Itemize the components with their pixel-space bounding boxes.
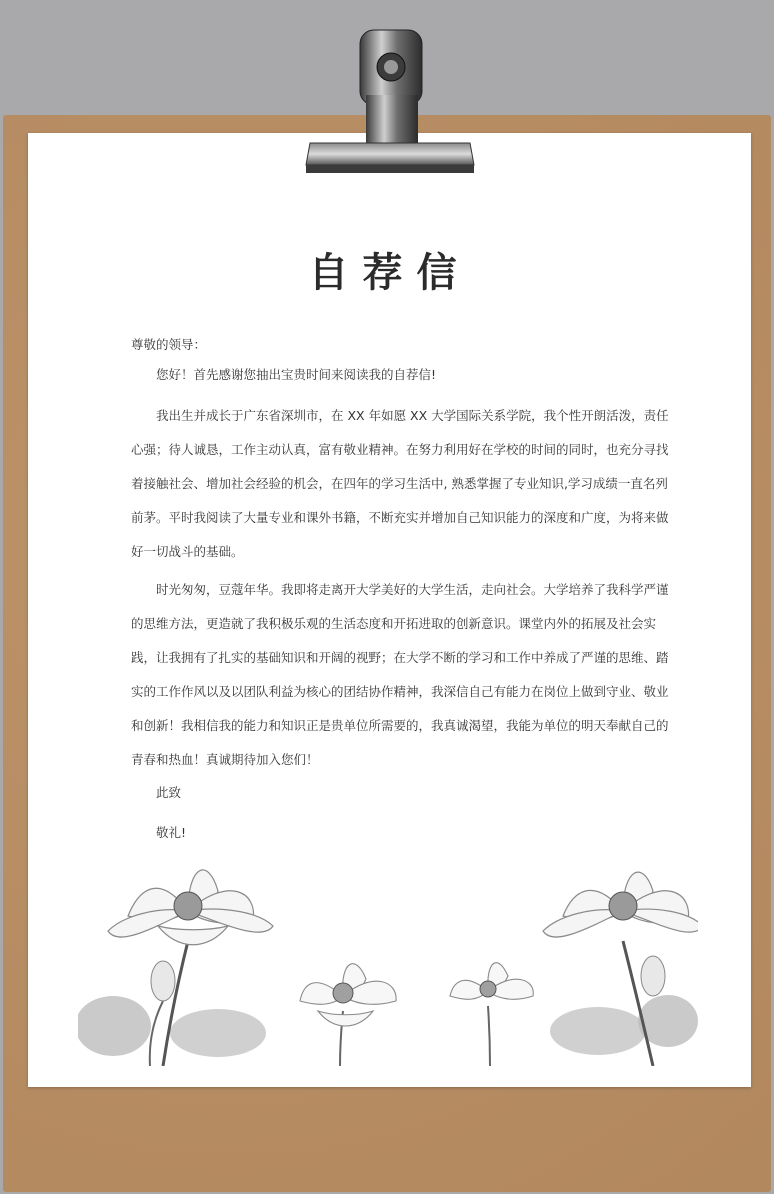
- letter-paper: [28, 133, 751, 1087]
- letter-title: 自荐信: [308, 250, 471, 296]
- greeting: 您好！首先感谢您抽出宝贵时间来阅读我的自荐信!: [156, 367, 437, 382]
- salutation: 尊敬的领导：: [131, 337, 207, 352]
- closing: 此致: [156, 785, 182, 800]
- paragraph-2: 时光匆匆，豆蔻年华。我即将走离开大学美好的大学生活，走向社会。大学培养了我科学严谨的思维方法，更造就了我积极乐观的生活态度和开拓进取的创新意识。课堂内外的拓展及社会实践，让我拥有了扎实的基础知识和开阔的视野；在大学不断的学习和工作中养成了严谨的思维、踏实的工作作风以及以团队利益为核心的团结协作精神，我深信自己有能力在岗位上做到守业、敬业和创新！我相信我的能力和知识正是贵单位所需要的，我真诚渴望，我能为单位的明天奉献自己的青春和热血！真诚期待加入您们！: [131, 582, 669, 767]
- regards: 敬礼!: [156, 825, 187, 840]
- binder-clip-icon: [300, 25, 480, 180]
- lotus-flower-icon: [78, 861, 698, 1066]
- paragraph-1: 我出生并成长于广东省深圳市，在 XX 年如愿 XX 大学国际关系学院，我个性开朗活泼，责任心强；待人诚恳，工作主动认真，富有敬业精神。在努力利用好在学校的时间的同时，也充分寻找着接触社会、增加社会经验的机会，在四年的学习生活中, 熟悉掌握了专业知识,学习成绩一直名列前茅。平时我阅读了大量专业和课外书籍，不断充实并增加自己知识能力的深度和广度，为将来做好一切战斗的基础。: [131, 408, 669, 559]
